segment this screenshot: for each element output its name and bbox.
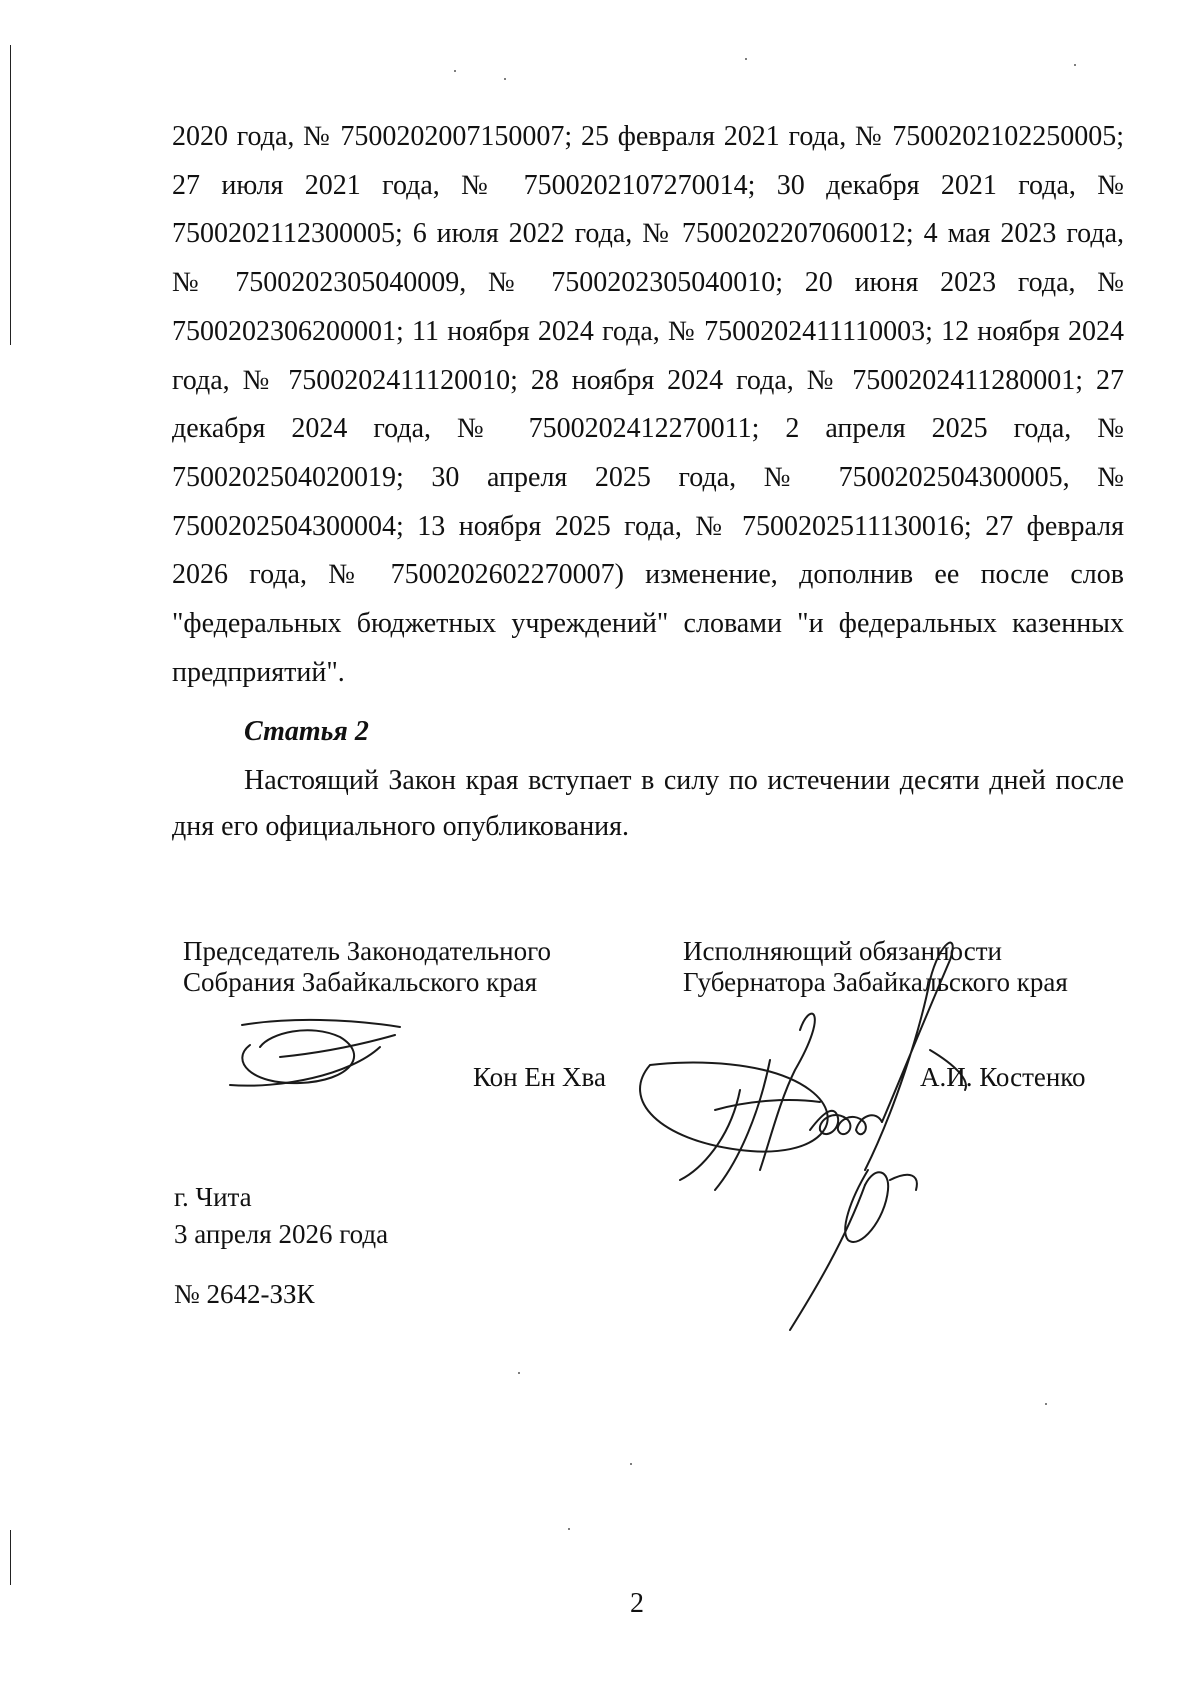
signatory-name-left: Кон Ен Хва	[473, 1062, 606, 1092]
law-number: № 2642-ЗЗК	[174, 1279, 315, 1309]
scan-speck	[568, 1528, 570, 1530]
scan-edge-mark	[10, 1530, 11, 1585]
scan-speck	[1045, 1403, 1047, 1405]
handwritten-signature-right	[620, 990, 1040, 1330]
article-heading: Статья 2	[244, 716, 369, 747]
scan-speck	[1074, 64, 1076, 66]
body-paragraph: 2020 года, № 7500202007150007; 25 февраля 2021 года, № 7500202102250005; 27 июля 2021 года, № 7500202107270014; 30 декабря 2021 года, № 7500202112300005; 6 июля 2022 года, № 7500202207060012; 4 мая 2023 года, № 7500202305040009, № 7500202305040010; 20 июня 2023 года, № 7500202306200001; 11 ноября 2024 года, № 7500202411110003; 12 ноября 2024 года, № 7500202411120010; 28 ноября 2024 года, № 7500202411280001; 27 декабря 2024 года, № 7500202412270011; 2 апреля 2025 года, № 7500202504020019; 30 апреля 2025 года, № 7500202504300005, № 7500202504300004; 13 ноября 2025 года, № 7500202511130016; 27 февраля 2026 года, № 7500202602270007) изменение, дополнив ее после слов "федеральных бюджетных учреждений" словами "и федеральных казенных предприятий".	[172, 121, 1124, 688]
signing-date: 3 апреля 2026 года	[174, 1219, 389, 1249]
scan-speck	[745, 58, 747, 60]
body-paragraph: Настоящий Закон края вступает в силу по истечении десяти дней после дня его официального опубликования.	[172, 765, 1124, 842]
signatory-title-right	[683, 936, 1068, 998]
page-number: 2	[630, 1588, 644, 1619]
scan-edge-mark	[10, 45, 11, 345]
scan-speck	[518, 1372, 520, 1374]
signatory-title-left	[183, 936, 551, 998]
signatory-name-right: А.И. Костенко	[920, 1062, 1086, 1092]
signatory-title-line: Председатель Законодательного	[183, 936, 552, 966]
city: г. Чита	[174, 1182, 252, 1212]
scan-speck	[630, 1463, 632, 1465]
scan-speck	[504, 78, 506, 80]
signatory-title-line: Собрания Забайкальского края	[183, 967, 538, 997]
handwritten-signature-left	[230, 1005, 430, 1095]
signatory-title-line: Исполняющий обязанности	[683, 936, 1002, 966]
signatory-title-line: Губернатора Забайкальского края	[683, 967, 1068, 997]
scan-speck	[454, 70, 456, 72]
place-and-date	[174, 1179, 388, 1253]
